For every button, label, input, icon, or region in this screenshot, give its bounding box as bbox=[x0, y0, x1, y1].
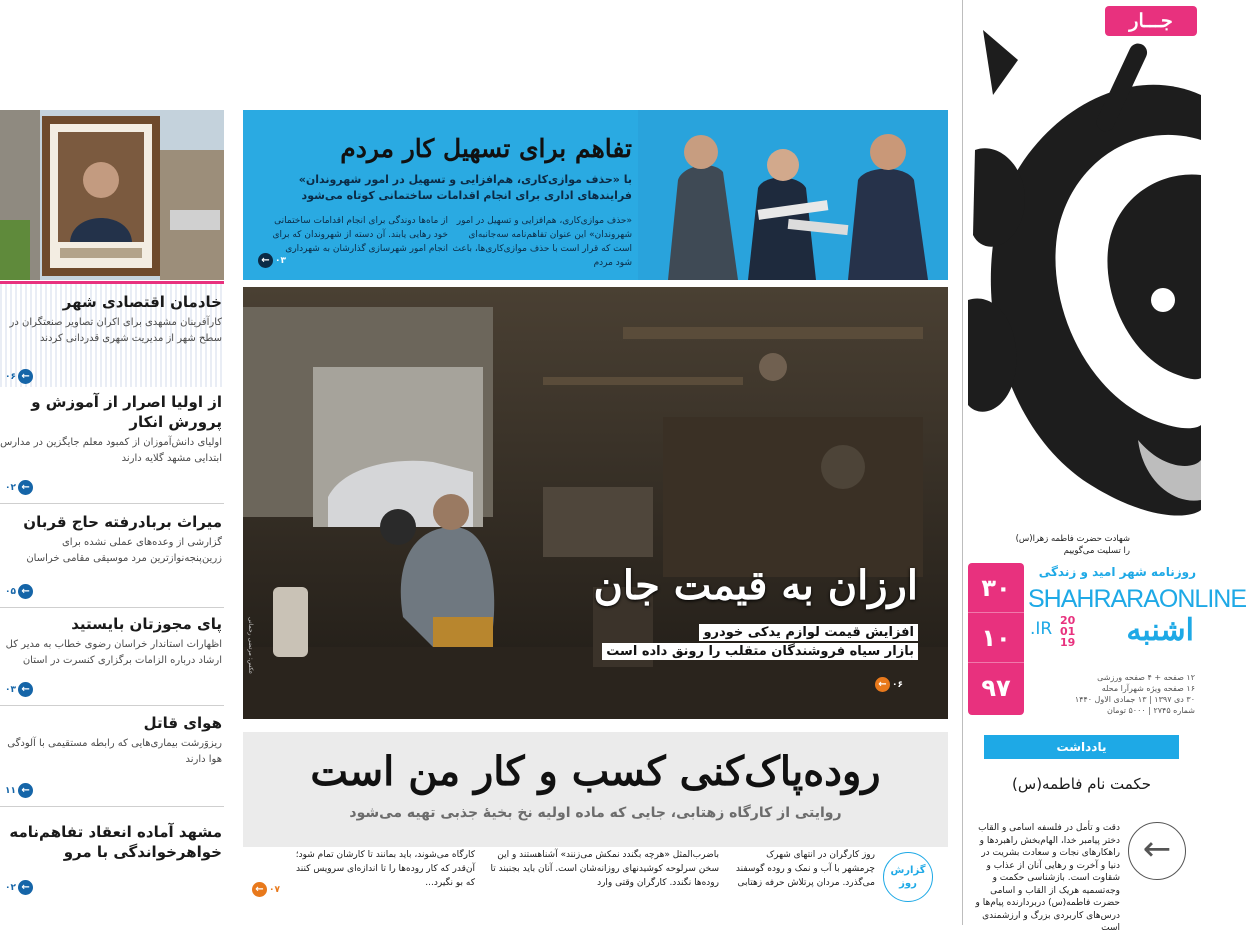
arrow-left-icon: ← bbox=[258, 253, 273, 268]
condolence-line: شهادت حضرت فاطمه زهرا(س) bbox=[1015, 534, 1130, 544]
logo-area bbox=[963, 0, 1201, 540]
weekday: اشنبه bbox=[1126, 613, 1194, 648]
persian-date-numbers bbox=[968, 563, 1024, 715]
main-story-subtitle-1: افزایش قیمت لوازم یدکی خودرو bbox=[699, 624, 918, 641]
note-body: دقت و تأمل در فلسفه اسامی و القاب دختر پیامبر خدا، الهام‌بخش راهبردها و راهکارهای نجات و سعادت بشریت در دنیا و آخرت و رهایی آنان از عذاب و شقاوت است. بازشناسی حکمت و وجه‌تسمیه هریک از القاب و اسامی حضرت فاطمه(س) دربردارنده پیام‌ها و درس‌های کاربردی بزرگ و ارزشمندی است bbox=[975, 823, 1120, 933]
arrow-left-icon: ← bbox=[18, 584, 33, 599]
left-feature-text: کارآفرینان مشهدی برای اکران تصاویر صنعتگران در سطح شهر از مدیریت شهری قدردانی کردند bbox=[9, 317, 222, 344]
handshake-photo bbox=[638, 110, 948, 280]
site-tld: .IR bbox=[1030, 619, 1053, 639]
date-day: ۳۰ bbox=[968, 563, 1024, 613]
list-item-page-link[interactable]: ← ۰۳ bbox=[5, 682, 33, 697]
list-item[interactable] bbox=[0, 822, 224, 893]
issue-info: ۱۲ صفحه + ۴ صفحه ورزشی ۱۶ صفحه ویژه شهرآرا محله ۳۰ دی ۱۳۹۷ | ۱۳ جمادی الاول ۱۴۴۰ شماره ۲۷۴۵ | ۵۰۰۰ تومان bbox=[1074, 673, 1195, 715]
arrow-left-icon: ← bbox=[18, 880, 33, 895]
arrow-left-icon[interactable]: ← bbox=[1128, 822, 1186, 880]
list-item-page-link[interactable]: ← ۰۲ bbox=[5, 880, 33, 895]
note-title[interactable]: حکمت نام فاطمه(س) bbox=[1012, 775, 1151, 793]
gregorian-date: 20 01 19 bbox=[1060, 614, 1076, 649]
date-month: ۱۰ bbox=[968, 613, 1024, 663]
list-item-page-link[interactable]: ← ۱۱ bbox=[5, 783, 33, 798]
list-item-title[interactable]: مشهد آماده انعقاد تفاهم‌نامه خواهرخواندگی با مرو bbox=[9, 823, 222, 861]
arrow-left-icon: ← bbox=[18, 369, 33, 384]
condolence-note bbox=[970, 533, 1130, 557]
arrow-left-icon: ← bbox=[252, 882, 267, 897]
divider bbox=[0, 607, 224, 608]
arrow-left-icon: ← bbox=[875, 677, 890, 692]
bottom-story[interactable] bbox=[243, 732, 948, 847]
top-story-title[interactable]: تفاهم برای تسهیل کار مردم bbox=[340, 134, 632, 163]
list-item-text: اظهارات استاندار خراسان رضوی خطاب به مدیر کل ارشاد درباره الزامات برگزاری کنسرت در استان bbox=[5, 639, 222, 666]
top-story[interactable] bbox=[243, 110, 948, 280]
left-feature-title[interactable]: خادمان اقتصادی شهر bbox=[62, 293, 222, 311]
arrow-left-icon: ← bbox=[18, 480, 33, 495]
divider bbox=[0, 806, 224, 807]
list-item[interactable] bbox=[0, 512, 224, 597]
bottom-story-column-2: باضرب‌المثل «هرچه بگندد نمکش می‌زنند» آشناهستند و این سخن سرلوحه کوشیدنهای روزانه‌شان است. آنان باید بجنبند تا روده‌ها نگندد. کارگران وقتی وارد bbox=[490, 850, 719, 888]
left-feature-page-link[interactable]: ← ۰۶ bbox=[5, 369, 33, 384]
bottom-story-title[interactable]: روده‌پاک‌کنی کسب و کار من است bbox=[310, 748, 881, 795]
bottom-story-column-3: کارگاه می‌شوند، باید بمانند تا کارشان تمام شود؛ آن‌قدر که کار روده‌ها را تا اندازه‌ای سرویس کنند که بو نگیرد... bbox=[295, 850, 475, 888]
divider bbox=[0, 705, 224, 706]
billboard-photo bbox=[0, 110, 224, 280]
top-story-column-2: از ماه‌ها دوندگی برای انجام اقدامات ساختمانی خود رهایی یابند. آن دسته از شهروندان که برای انجام امور شهرسازی گذارشان به شهرداری bbox=[272, 216, 448, 254]
left-feature[interactable] bbox=[0, 281, 224, 387]
list-item[interactable] bbox=[0, 392, 224, 493]
list-item[interactable] bbox=[0, 614, 224, 695]
site-name[interactable]: SHAHRARAONLINE bbox=[1028, 585, 1246, 613]
list-item-text: اولیای دانش‌آموزان از کمبود معلم جایگزین در مدارس ابتدایی مشهد گلایه دارند bbox=[0, 437, 222, 464]
jar-badge: جـــار bbox=[1105, 6, 1197, 36]
left-feature-item[interactable] bbox=[0, 292, 224, 382]
top-story-page-link[interactable]: ← ۰۳ bbox=[258, 253, 286, 268]
main-story-title[interactable]: ارزان به قیمت جان bbox=[593, 562, 918, 609]
condolence-line: را تسلیت می‌گوییم bbox=[1063, 546, 1130, 556]
list-item-text: گزارشی از وعده‌های عملی نشده برای زرین‌پنجه‌نوازترین مرد موسیقی مقامی خراسان bbox=[26, 537, 222, 564]
list-item-title[interactable]: میراث بربادرفته حاج قربان bbox=[23, 513, 222, 531]
list-item-title[interactable]: پای مجوزتان بایستید bbox=[71, 615, 222, 633]
list-item-text: ریزوَرشت بیماری‌هایی که رابطه مستقیمی با آلودگی هوا دارند bbox=[7, 738, 222, 765]
list-item-title[interactable]: از اولیا اصرار از آموزش و پرورش انکار bbox=[31, 393, 222, 431]
report-badge: گزارش روز bbox=[883, 852, 933, 902]
newspaper-logo bbox=[963, 0, 1201, 540]
bottom-story-subtitle: روایتی از کارگاه زهتابی، جایی که ماده اولیه نخ بخیهٔ جذبی تهیه می‌شود bbox=[349, 805, 842, 821]
main-story[interactable] bbox=[243, 287, 948, 719]
list-item-page-link[interactable]: ← ۰۵ bbox=[5, 584, 33, 599]
note-section-label: یادداشت bbox=[984, 735, 1179, 759]
arrow-left-icon: ← bbox=[18, 783, 33, 798]
list-item[interactable] bbox=[0, 713, 224, 796]
bottom-story-page-link[interactable]: ← ۰۷ bbox=[252, 882, 280, 897]
date-year: ۹۷ bbox=[981, 674, 1011, 702]
masthead bbox=[962, 0, 1246, 933]
main-story-page-link[interactable]: ← ۰۶ bbox=[875, 677, 903, 692]
left-column bbox=[0, 0, 224, 925]
tagline: روزنامه شهر امید و زندگی bbox=[1038, 565, 1196, 579]
bottom-story-column-1: روز کارگران در انتهای شهرک چرمشهر با آب و نمک و روده گوسفند می‌گذرد. مردان پرتلاش حرفه زهتابی bbox=[735, 850, 875, 888]
top-story-subtitle: با «حذف موازی‌کاری، هم‌افزایی و تسهیل در امور شهروندان» فرایندهای اداری برای انجام اقدامات ساختمانی کوتاه می‌شود bbox=[298, 173, 632, 202]
arrow-left-icon: ← bbox=[18, 682, 33, 697]
main-story-subtitle-2: بازار سیاه فروشندگان متقلب را رونق داده است bbox=[602, 643, 918, 660]
photo-credit: عکس: مرتضی رحمانی bbox=[247, 617, 254, 675]
top-story-column-1: «حذف موازی‌کاری، هم‌افزایی و تسهیل در امور شهروندان» این عنوان تفاهم‌نامه سه‌جانبه‌ای است که قرار است با حذف موازی‌کاری‌ها، باعث شود مردم bbox=[452, 216, 632, 268]
divider bbox=[0, 503, 224, 504]
list-item-title[interactable]: هوای قاتل bbox=[143, 714, 222, 732]
list-item-page-link[interactable]: ← ۰۲ bbox=[5, 480, 33, 495]
